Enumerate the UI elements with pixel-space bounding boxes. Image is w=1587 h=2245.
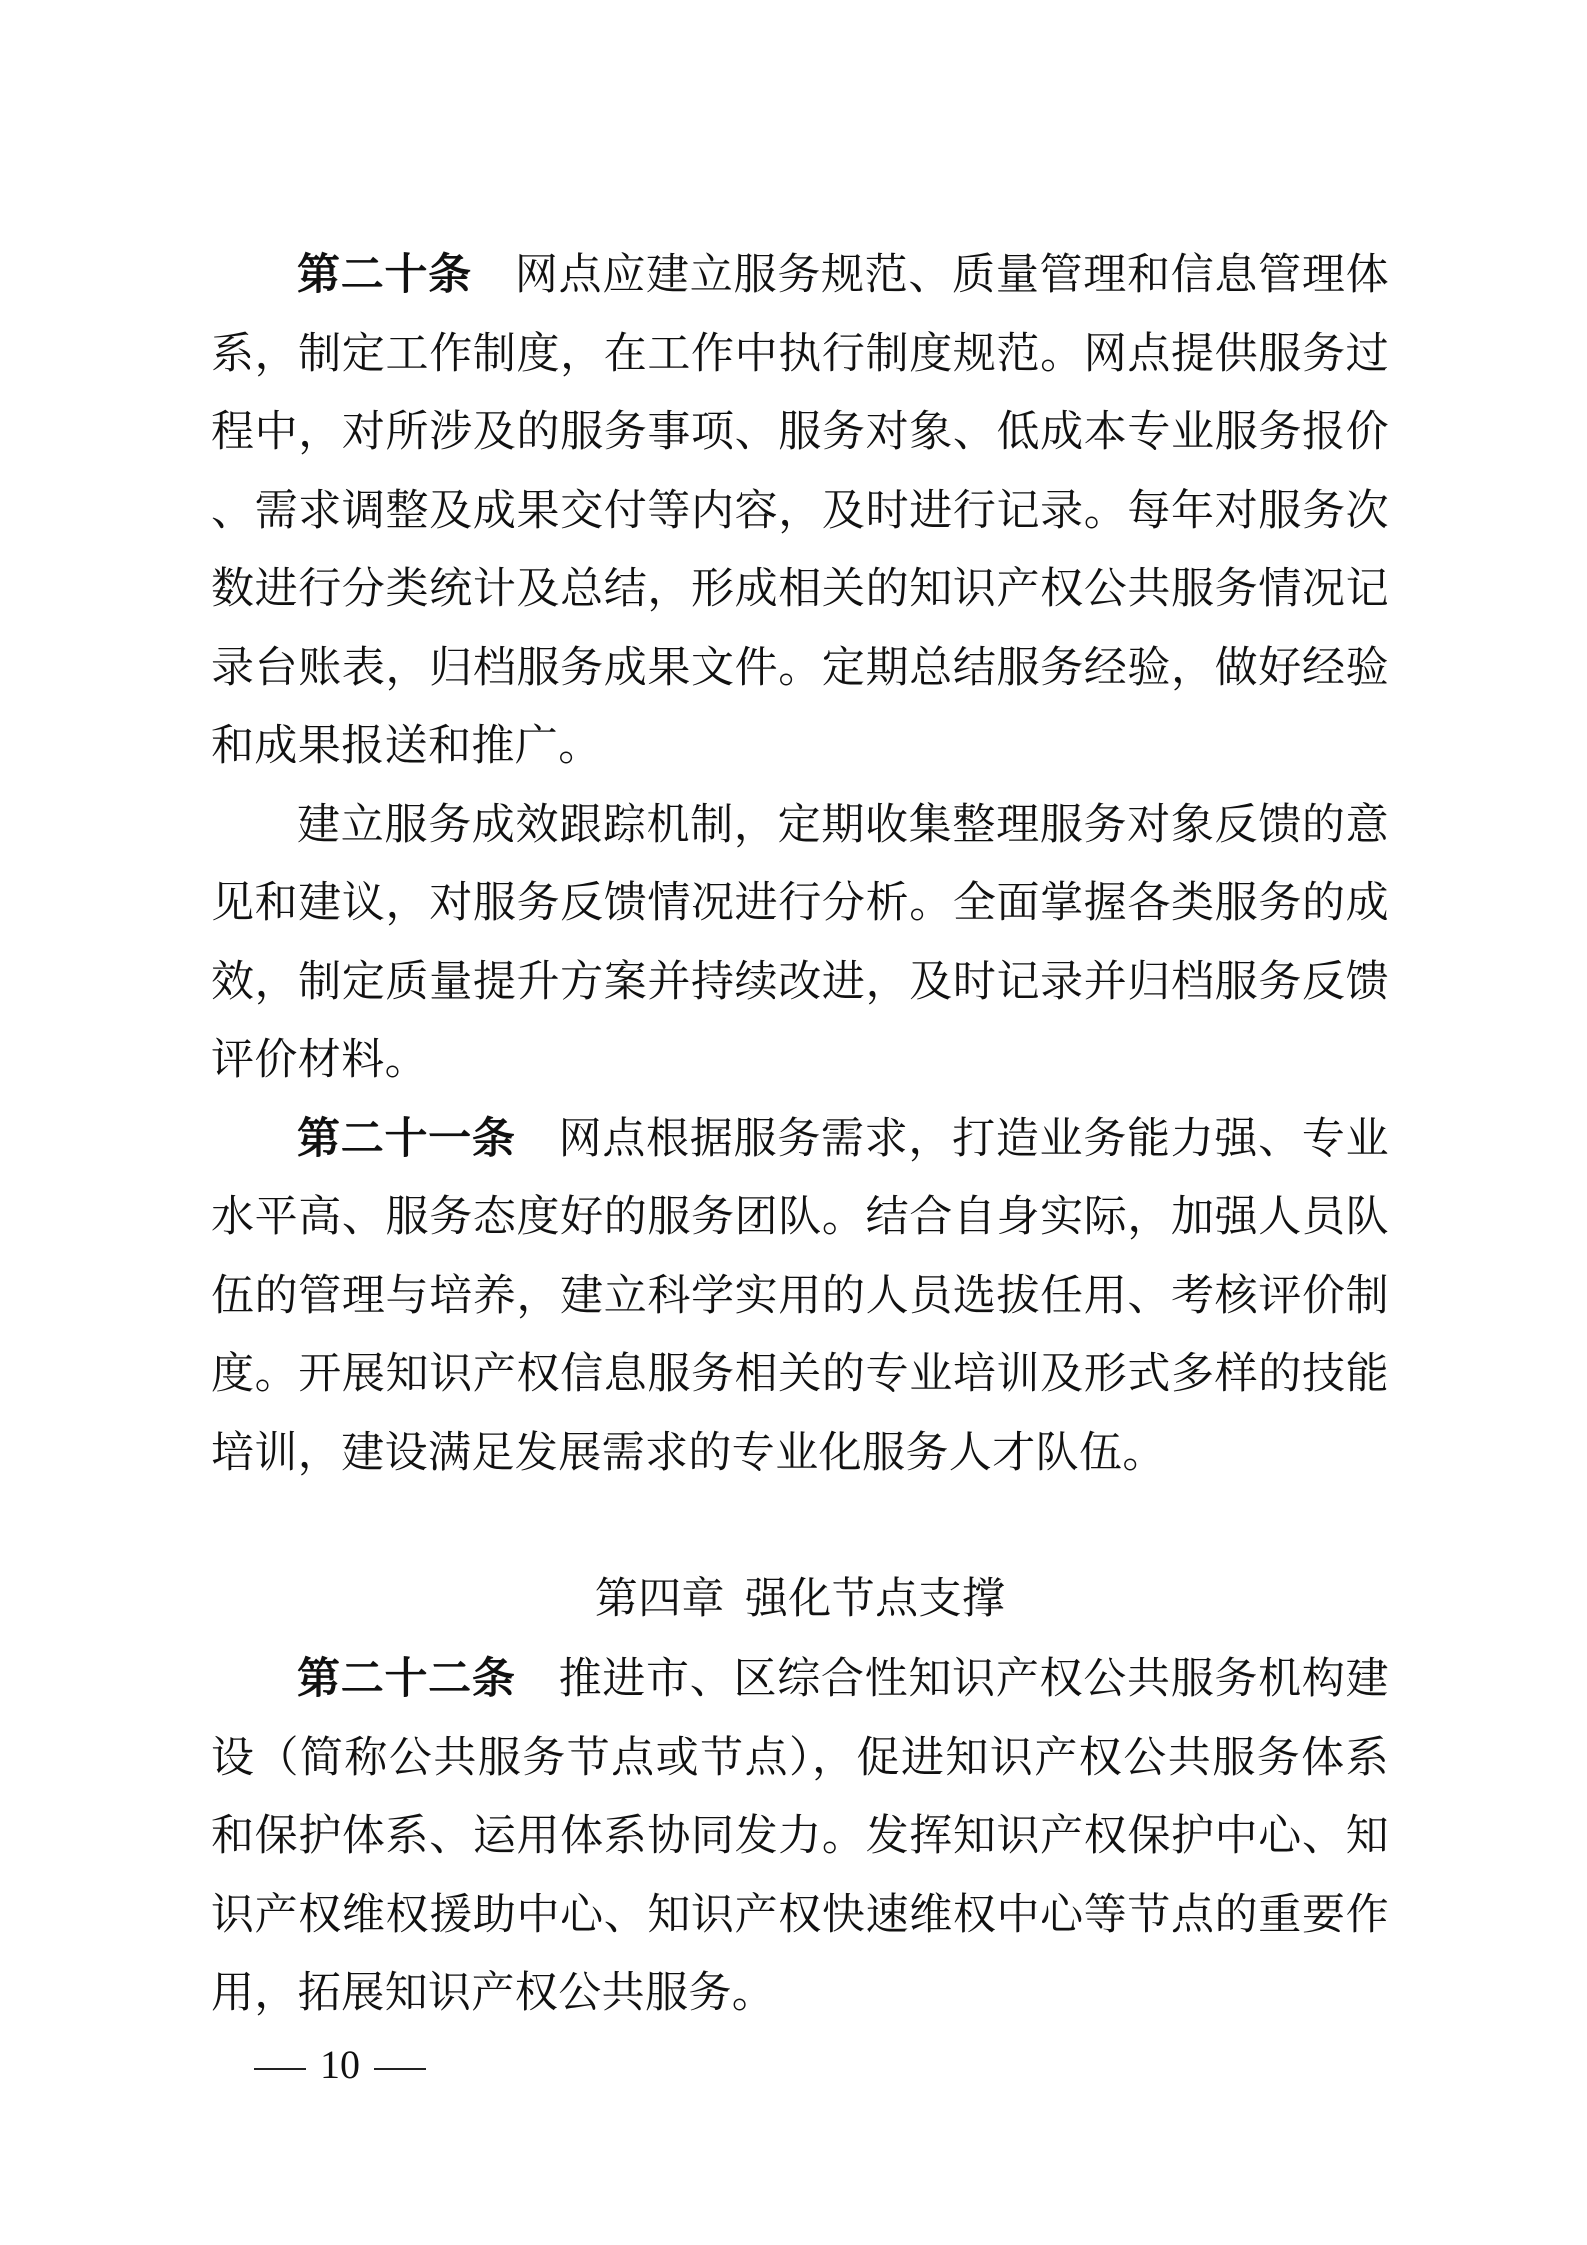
body-text-upper — [211, 236, 1389, 1492]
article-21-paragraph — [211, 1100, 1389, 1493]
page-number-dash-left — [254, 2068, 306, 2070]
article-21-text: 网点根据服务需求，打造业务能力强、专业水平高、服务态度好的服务团队。结合自身实际，加强人员队伍的管理与培养，建立科学实用的人员选拔任用、考核评价制度。开展知识产权信息服务相关的专业培训及形式多样的技能培训，建设满足发展需求的专业化服务人才队伍。 — [211, 1113, 1389, 1478]
page-number-dash-right — [374, 2068, 426, 2070]
article-20-label: 第二十条 — [297, 250, 472, 300]
article-22-text: 推进市、区综合性知识产权公共服务机构建设（简称公共服务节点或节点），促进知识产权公共服务体系和保护体系、运用体系协同发力。发挥知识产权保护中心、知识产权维权援助中心、知识产权快速维权中心等节点的重要作用，拓展知识产权公共服务。 — [211, 1654, 1389, 2018]
page-number-value: 10 — [320, 2042, 360, 2087]
article-22-paragraph — [211, 1640, 1389, 2033]
body-text-lower — [211, 1640, 1389, 2033]
article-20-text: 网点应建立服务规范、质量管理和信息管理体系，制定工作制度，在工作中执行制度规范。网点提供服务过程中，对所涉及的服务事项、服务对象、低成本专业服务报价、需求调整及成果交付等内容，及时进行记录。每年对服务次数进行分类统计及总结，形成相关的知识产权公共服务情况记录台账表，归档服务成果文件。定期总结服务经验，做好经验和成果报送和推广。 — [211, 250, 1389, 771]
chapter-heading — [211, 1560, 1389, 1639]
article-22-label: 第二十二条 — [297, 1654, 516, 1704]
article-20-paragraph — [211, 236, 1389, 786]
article-20-paragraph-2: 建立服务成效跟踪机制，定期收集整理服务对象反馈的意见和建议，对服务反馈情况进行分析。全面掌握各类服务的成效，制定质量提升方案并持续改进，及时记录并归档服务反馈评价材料。 — [211, 799, 1389, 1085]
chapter-title: 强化节点支撑 — [744, 1574, 1006, 1624]
chapter-number: 第四章 — [594, 1574, 725, 1624]
article-21-label: 第二十一条 — [297, 1113, 516, 1164]
page-number — [240, 2040, 440, 2090]
